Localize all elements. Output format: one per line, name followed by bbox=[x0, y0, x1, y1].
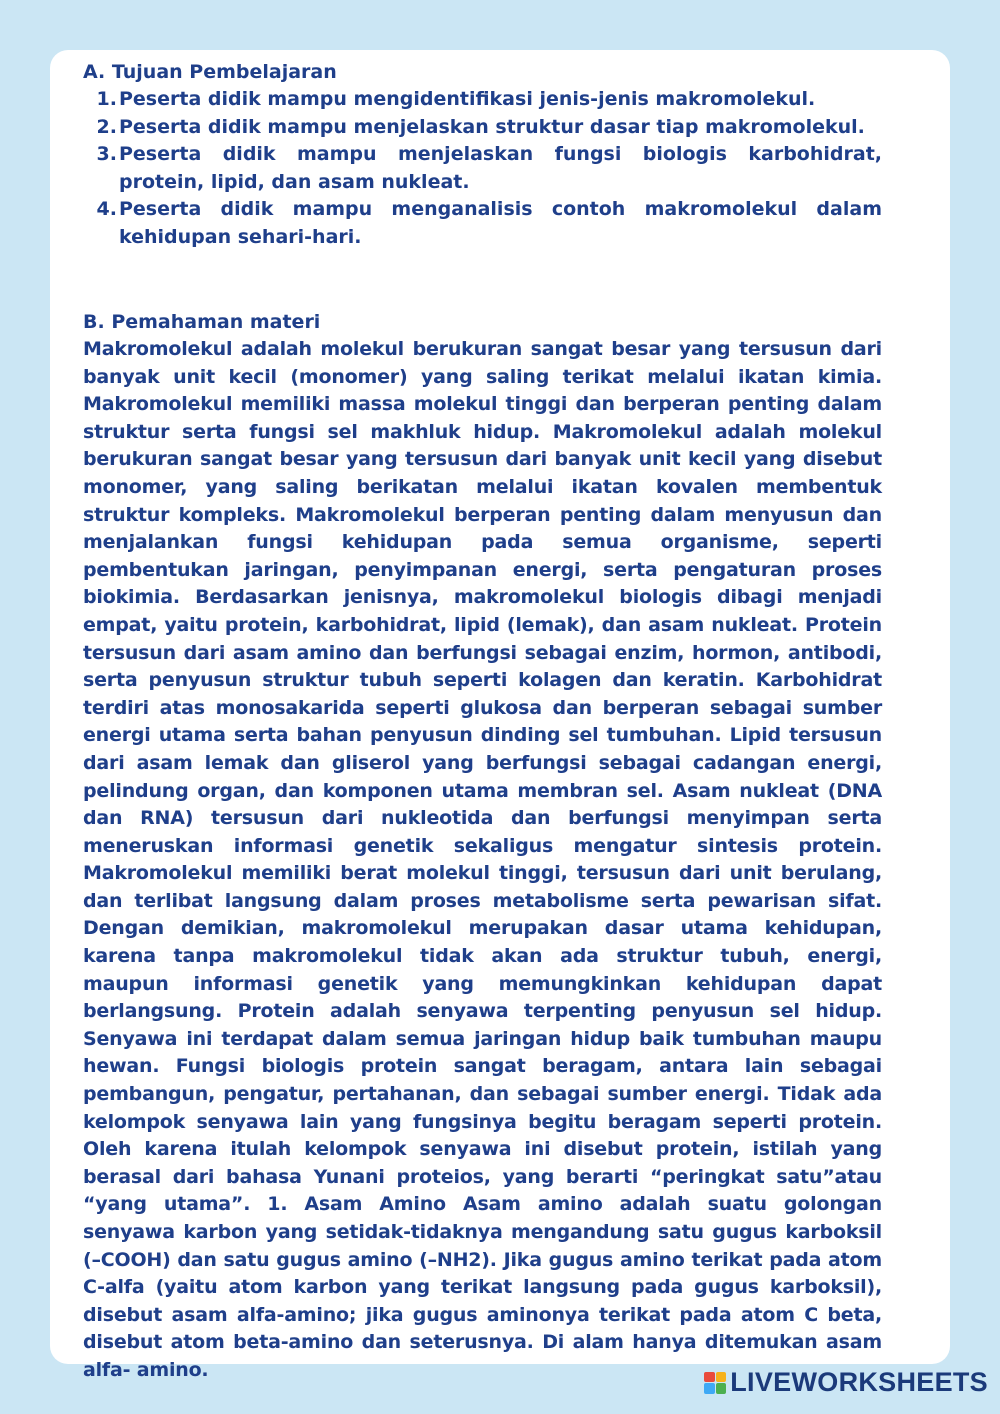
liveworksheets-logo-icon bbox=[704, 1372, 726, 1394]
list-item bbox=[83, 141, 882, 196]
brand-name: LIVEWORKSHEETS bbox=[730, 1367, 988, 1397]
list-item-text: Peserta didik mampu menjelaskan struktur dasar tiap makromolekul. bbox=[119, 115, 865, 138]
list-item bbox=[83, 86, 882, 114]
list-item-number: 4. bbox=[96, 198, 117, 220]
list-item bbox=[83, 114, 882, 142]
worksheet-card bbox=[50, 50, 950, 1381]
liveworksheets-brand[interactable] bbox=[704, 1367, 988, 1398]
material-paragraph: Makromolekul adalah molekul berukuran sangat besar yang tersusun dari banyak unit kecil (monomer) yang saling terikat melalui ikatan kimia. Makromolekul memiliki massa molekul tinggi dan berperan penting dalam struktur serta fungsi sel makhluk hidup. Makromolekul adalah molekul berukuran sangat besar yang tersusun dari banyak unit kecil yang disebut monomer, yang saling berikatan melalui ikatan kovalen membentuk struktur kompleks. Makromolekul berperan penting dalam menyusun dan menjalankan fungsi kehidupan pada semua organisme, seperti pembentukan jaringan, penyimpanan energi, serta pengaturan proses biokimia. Berdasarkan jenisnya, makromolekul biologis dibagi menjadi empat, yaitu protein, karbohidrat, lipid (lemak), dan asam nukleat. Protein tersusun dari asam amino dan berfungsi sebagai enzim, hormon, antibodi, serta penyusun struktur tubuh seperti kolagen dan keratin. Karbohidrat terdiri atas monosakarida seperti glukosa dan berperan sebagai sumber energi utama serta bahan penyusun dinding sel tumbuhan. Lipid tersusun dari asam lemak dan gliserol yang berfungsi sebagai cadangan energi, pelindung organ, dan komponen utama membran sel. Asam nukleat (DNA dan RNA) tersusun dari nukleotida dan berfungsi menyimpan serta meneruskan informasi genetik sekaligus mengatur sintesis protein. Makromolekul memiliki berat molekul tinggi, tersusun dari unit berulang, dan terlibat langsung dalam proses metabolisme serta pewarisan sifat. Dengan demikian, makromolekul merupakan dasar utama kehidupan, karena tanpa makromolekul tidak akan ada struktur tubuh, energi, maupun informasi genetik yang memungkinkan kehidupan dapat berlangsung. Protein adalah senyawa terpenting penyusun sel hidup. Senyawa ini terdapat dalam semua jaringan hidup baik tumbuhan maupu hewan. Fungsi biologis protein sangat beragam, antara lain sebagai pembangun, pengatur, pertahanan, dan sebagai sumber energi. Tidak ada kelompok senyawa lain yang fungsinya begitu beragam seperti protein. Oleh karena itulah kelompok senyawa ini disebut protein, istilah yang berasal dari bahasa Yunani proteios, yang berarti “peringkat satu”atau “yang utama”. 1. Asam Amino Asam amino adalah suatu golongan senyawa karbon yang setidak-tidaknya mengandung satu gugus karboksil (–COOH) dan satu gugus amino (–NH2). Jika gugus amino terikat pada atom C-alfa (yaitu atom karbon yang terikat langsung pada gugus karboksil), disebut asam alfa-amino; jika gugus aminonya terikat pada atom C beta, disebut atom beta-amino dan seterusnya. Di alam hanya ditemukan asam alfa- amino. bbox=[83, 338, 882, 1381]
section-spacer bbox=[83, 251, 882, 308]
list-item bbox=[83, 196, 882, 251]
list-item-text: Peserta didik mampu mengidentifikasi jenis-jenis makromolekul. bbox=[119, 88, 816, 110]
list-item-text: Peserta didik mampu menjelaskan fungsi biologis karbohidrat, protein, lipid, dan asam nukleat. bbox=[119, 143, 882, 193]
section-a-heading: A. Tujuan Pembelajaran bbox=[83, 61, 337, 83]
list-item-text: Peserta didik mampu menganalisis contoh makromolekul dalam kehidupan sehari-hari. bbox=[119, 198, 882, 248]
list-item-number: 3. bbox=[96, 143, 117, 165]
objectives-list bbox=[83, 86, 882, 251]
list-item-number: 2. bbox=[96, 115, 117, 138]
list-item-number: 1. bbox=[96, 88, 117, 110]
section-b-heading: B. Pemahaman materi bbox=[83, 311, 321, 333]
